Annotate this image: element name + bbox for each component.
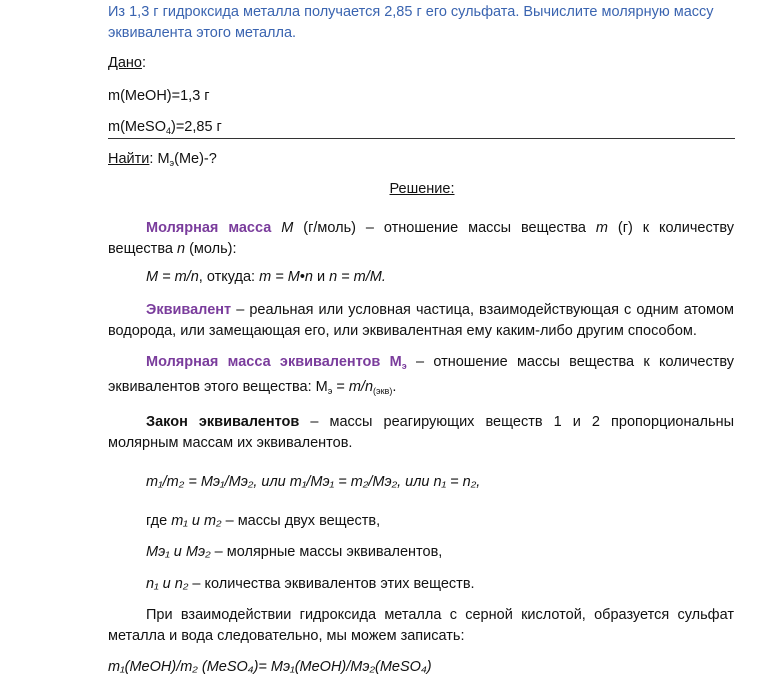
where-line-3: n₁ и n₂ – количества эквивалентов этих веществ. <box>146 576 475 592</box>
given-heading: Дано: <box>108 55 146 71</box>
term-molar-mass: Молярная масса <box>146 220 272 236</box>
divider-line <box>108 138 735 139</box>
term-law-of-equivalents: Закон эквивалентов <box>146 414 300 430</box>
find-label: Найти <box>108 151 150 167</box>
formula-law: m₁/m₂ = Mэ₁/Mэ₂, или m₁/Mэ₁ = m₂/Mэ₂, или n₁ = n₂, <box>146 474 481 490</box>
given-line-1: m(MeOH)=1,3 г <box>108 88 210 104</box>
formula-molar-mass: M = m/n, откуда: m = M•n и n = m/M. <box>146 269 386 285</box>
paragraph-reaction: При взаимодействии гидроксида металла с серной кислотой, образуется сульфат металла и вода следовательно, мы можем записать: <box>108 607 734 644</box>
term-equivalent-mass: Молярная масса эквивалентов M <box>146 354 402 370</box>
task-text: Из 1,3 г гидроксида металла получается 2,85 г его сульфата. Вычислите молярную массу эквивалента этого металла. <box>108 4 714 41</box>
formula-final: m₁(MeOH)/m₂ (MeSO₄)= Mэ₁(MeOH)/Mэ₂(MeSO₄) <box>108 659 432 675</box>
where-line-2: Mэ₁ и Mэ₂ – молярные массы эквивалентов, <box>146 544 443 560</box>
paragraph-law: Закон эквивалентов – массы реагирующих веществ 1 и 2 пропорциональны молярным массам их эквивалентов. <box>108 414 734 451</box>
term-equivalent: Эквивалент <box>146 302 232 318</box>
paragraph-equivalent-mass: Молярная масса эквивалентов $M_э$ – отношение массы вещества к количеству эквивалентов этого вещества: $M_э = m/n_{(экв)}$. <box>108 354 734 396</box>
paragraph-molar-mass: Молярная масса M (г/моль) – отношение массы вещества m (г) к количеству вещества n (моль): <box>108 220 735 257</box>
paragraph-equivalent: Эквивалент – реальная или условная частица, взаимодействующая с одним атомом водорода, или замещающая его, или эквивалентная ему каким-либо другим способом. <box>108 302 734 339</box>
given-label: Дано <box>108 55 142 71</box>
where-line-1: где m₁ и m₂ – массы двух веществ, <box>146 513 381 529</box>
find-line: Найти: $M_э(Me)-$? <box>108 151 217 168</box>
solution-heading: Решение: <box>389 181 455 197</box>
given-line-2: m(MeSO$_4$)=2,85 г <box>108 119 222 136</box>
